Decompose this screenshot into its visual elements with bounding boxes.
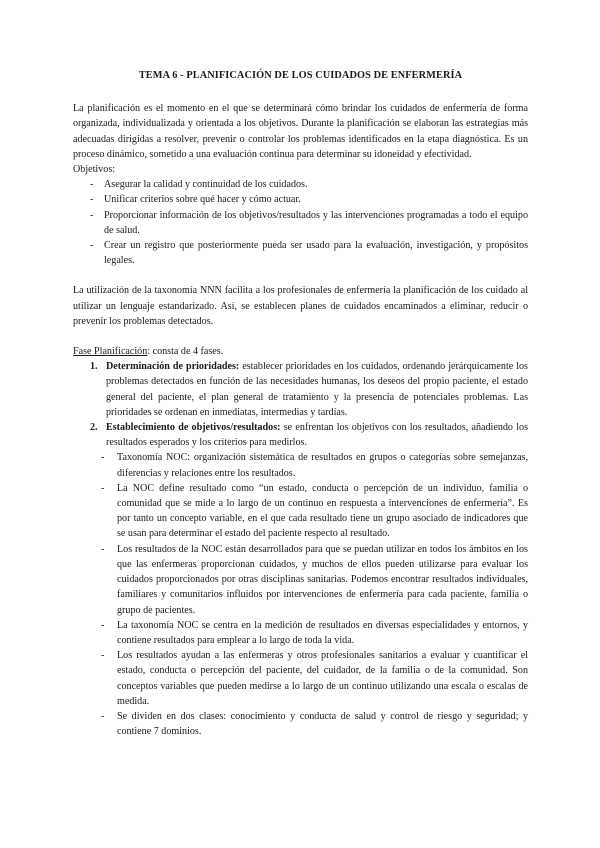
list-item: - Unificar criterios sobre qué hacer y cómo actuar. [73,192,528,207]
list-item: - Proporcionar información de los objetivos/resultados y las intervenciones programadas a todo el equipo de salud. [73,208,528,238]
fase-heading [73,344,528,359]
list-item: - Crear un registro que posteriormente pueda ser usado para la evaluación, investigación, y propósitos legales. [73,238,528,268]
list-item: - Se dividen en dos clases: conocimiento y conducta de salud y control de riesgo y seguridad; y contiene 7 dominios. [73,709,528,739]
list-item: - Los resultados ayudan a las enfermeras y otros profesionales sanitarios a evaluar y cuantificar el estado, conducta o percepción del paciente, del cuidador, de la familia o de la comunidad. Son conceptos variables que pueden medirse a lo largo de un continuo utilizando una escala o escalas de medida. [73,648,528,709]
phase-title: Establecimiento de objetivos/resultados: [106,422,281,434]
list-item: - La NOC define resultado como “un estado, conducta o percepción de un individuo, familia o comunidad que se mide a lo largo de un continuo en respuesta a intervenciones de enfermería”. Es por tanto un concepto variable, en el que cada resultado tiene un grupo asociado de indicadores que se usan para determinar el estado del paciente respecto al resultado. [73,481,528,542]
phase-number: 1. [90,361,98,373]
list-item: - Asegurar la calidad y continuidad de los cuidados. [73,177,528,192]
page-title: TEMA 6 - PLANIFICACIÓN DE LOS CUIDADOS DE ENFERMERÍA [138,70,463,81]
document-page [73,68,528,739]
nnn-paragraph: La utilización de la taxonomía NNN facilita a los profesionales de enfermería la planificación de los cuidado al utilizar un lenguaje estandarizado. Así, se establecen planes de cuidados encaminados a eliminar, reducir o prevenir los problemas detectados. [73,285,528,327]
fase-heading-underlined: Fase Planificación [73,346,148,358]
phase-item [73,420,528,450]
list-item: - Los resultados de la NOC están desarrollados para que se puedan utilizar en todos los ámbitos en los que las enfermeras proporcionan cuidados, y muchos de ellos pueden utilizarse para evaluar los cuidados proporcionados por otras disciplinas sanitarias. Podemos encontrar resultados individuales, familiares y comunitarios influidos por intervenciones de enfermería para cada paciente, familia o grupo de pacientes. [73,542,528,618]
intro-paragraph: La planificación es el momento en el que se determinará cómo brindar los cuidados de enfermería de forma organizada, individualizada y orientada a los objetivos. Durante la planificación se elaboran las estrategias más adecuadas dirigidas a resolver, prevenir o controlar los problemas identificados en la etapa diagnóstica. Es un proceso dinámico, sometido a una evaluación continua para determinar su idoneidad y efectividad. [73,103,528,160]
phase-item [73,359,528,420]
fase-heading-rest: : consta de 4 fases. [147,346,224,358]
phase-text: establecer prioridades en los cuidados, ordenando jerárquicamente los problemas detectados en función de las necesidades humanas, los deseos del propio paciente, el estado general del paciente, el plan general de tratamiento y la presencia de potenciales problemas. Las prioridades se ordenan en inmediatas, intermedias y tardías. [106,361,528,418]
phase-number: 2. [90,422,98,434]
list-item: - Taxonomía NOC: organización sistemática de resultados en grupos o categorías sobre semejanzas, diferencias y relaciones entre los resultados. [73,450,528,480]
objetivos-label: Objetivos: [73,164,116,176]
phase-text: se enfrentan los objetivos con los resultados, añadiendo los resultados esperados y los criterios para medirlos. [106,422,528,449]
phases-list [73,359,528,450]
list-item: - La taxonomía NOC se centra en la medición de resultados en diversas especialidades y entornos, y contiene resultados para emplear a lo largo de toda la vida. [73,618,528,648]
phase-title: Determinación de prioridades: [106,361,240,373]
phase-2-sublist [73,450,528,739]
objetivos-list [73,177,528,268]
